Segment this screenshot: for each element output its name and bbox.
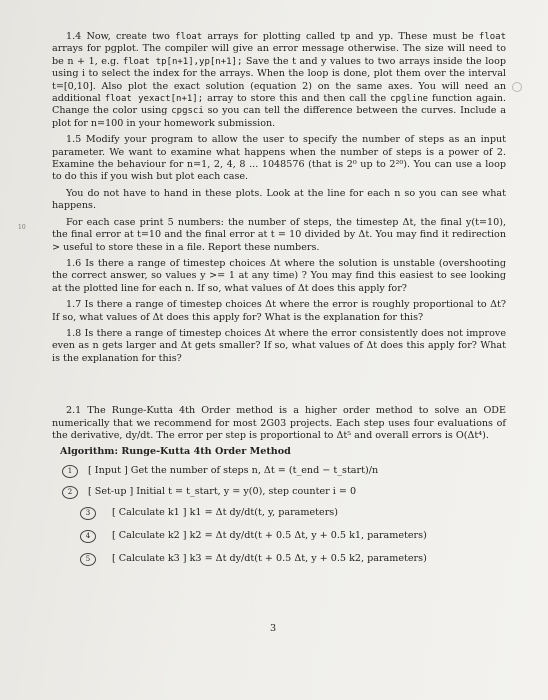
page-content	[52, 31, 506, 576]
paragraph-1-4: 1.4 Now, create two float arrays for plotting called tp and yp. These must be float arrays for pgplot. The compiler will give an error message otherwise. The size will need to be n + 1, e.g. float tp[n+1],yp[n+1]; Save the t and y values to two arrays inside the loop using i to select the index for the arrays. When the loop is done, plot them over the interval t=[0,10]. Also plot the exact solution (equation 2) on the same axes. You will need an additional float yexact[n+1]; array to store this and then call the cpgline function again. Change the color using cpgsci so you can tell the difference between the curves. Include a plot for n=100 in your homework submission.	[52, 31, 507, 129]
step-text: [ Set-up ] Initial t = t_start, y = y(0), step counter i = 0	[88, 485, 357, 497]
section-gap	[52, 369, 506, 405]
step-number: 4	[80, 530, 96, 543]
edge-circle-mark	[512, 82, 522, 92]
step-text: [ Calculate k2 ] k2 = Δt dy/dt(t + 0.5 Δt, y + 0.5 k1, parameters)	[112, 529, 427, 541]
paragraph-1-5-note: You do not have to hand in these plots. Look at the line for each n so you can see what happens.	[52, 187, 506, 212]
step-number: 1	[62, 465, 78, 478]
margin-mark: 10	[18, 224, 26, 231]
step-text: [ Calculate k1 ] k1 = Δt dy/dt(t, y, parameters)	[112, 506, 338, 518]
step-number: 5	[80, 553, 96, 566]
page-number: 3	[270, 623, 277, 634]
step-number: 2	[62, 486, 78, 499]
paragraph-1-8: 1.8 Is there a range of timestep choices Δt where the error consistently does not improve even as n gets larger and Δt gets smaller? If so, what values of Δt does this apply for? What is the explanation for this?	[52, 327, 506, 364]
algorithm-step	[80, 553, 506, 566]
algorithm-step	[80, 530, 506, 543]
paragraph-1-5-print: For each case print 5 numbers: the number of steps, the timestep Δt, the final y(t=10), the final error at t=10 and the final error at t = 10 divided by Δt. You may find it redirection > useful to store these in a file. Report these numbers.	[52, 216, 506, 253]
step-number: 3	[80, 507, 96, 520]
algorithm-title: Algorithm: Runge-Kutta 4th Order Method	[60, 446, 291, 458]
algorithm-step	[62, 486, 506, 499]
algorithm-step	[62, 465, 506, 478]
step-text: [ Input ] Get the number of steps n, Δt = (t_end − t_start)/n	[88, 464, 379, 476]
algorithm-step	[80, 507, 506, 520]
paragraph-1-6: 1.6 Is there a range of timestep choices Δt where the solution is unstable (overshooting the correct answer, so values y >= 1 at any time) ? You may find this easiest to see looking at the plotted line for each n. If so, what values of Δt does this apply for?	[52, 257, 506, 294]
paragraph-1-7: 1.7 Is there a range of timestep choices Δt where the error is roughly proportional to Δt? If so, what values of Δt does this apply for? What is the explanation for this?	[52, 299, 506, 323]
step-text: [ Calculate k3 ] k3 = Δt dy/dt(t + 0.5 Δt, y + 0.5 k2, parameters)	[112, 552, 427, 564]
paragraph-1-5: 1.5 Modify your program to allow the user to specify the number of steps as an input parameter. We want to examine what happens when the number of steps is a power of 2. Examine the behaviour for n=1, 2, 4, 8 ... 1048576 (that is 2⁰ up to 2²⁰). You can use a loop to do this if you wish but plot each case.	[52, 134, 506, 183]
paragraph-2-1: 2.1 The Runge-Kutta 4th Order method is a higher order method to solve an ODE numerically that we recommend for most 2G03 projects. Each step uses four evaluations of the derivative, dy/dt. The error per step is proportional to Δt⁵ and overall errors is O(Δt⁴).	[52, 405, 506, 441]
